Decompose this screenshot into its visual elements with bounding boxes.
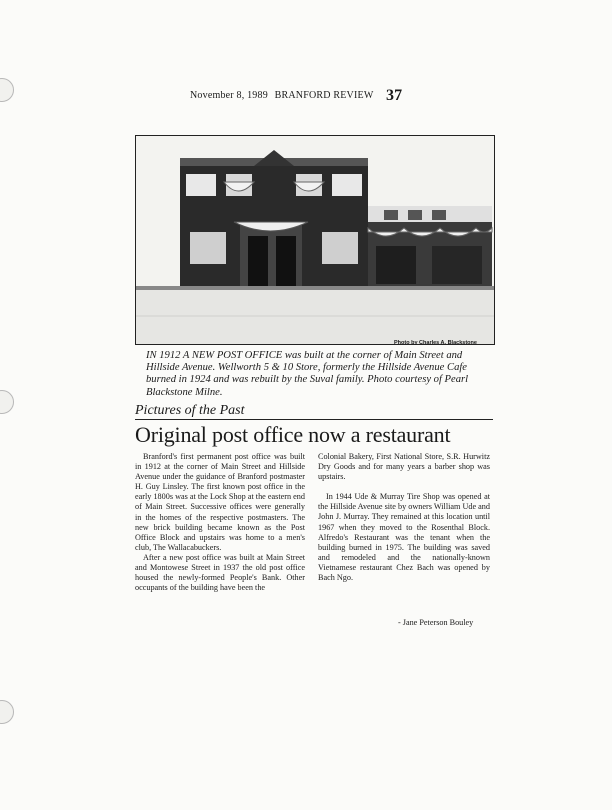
- building-photo-illustration: [136, 136, 494, 344]
- section-kicker: Pictures of the Past: [135, 403, 245, 418]
- historic-photo: [135, 135, 495, 345]
- post-office-building: [180, 150, 368, 286]
- article-right-column: [318, 452, 490, 583]
- article-paragraph: After a new post office was built at Main Street and Montowese Street in 1937 the old post office housed the newly-formed People's Bank. Other occupants of the building have been the: [135, 552, 305, 593]
- article-paragraph: Branford's first permanent post office was built in 1912 at the corner of Main Street and Hillside Avenue under the guidance of Branford postmaster H. Guy Linsley. The first known post office in the early 1800s was at the Lock Shop at the eastern end of Main Street. Successive offices were generally in the homes of the respective postmasters. The new brick building became known as the Post Office Block and upstairs was home to a men's club, The Wallacabuckers.: [135, 452, 305, 552]
- binder-hole: [0, 700, 14, 724]
- article-byline: - Jane Peterson Bouley: [398, 618, 474, 627]
- binder-hole: [0, 390, 14, 414]
- page-number: 37: [385, 87, 403, 104]
- page-header: [190, 87, 402, 105]
- article-left-column: [135, 452, 305, 593]
- photo-caption: IN 1912 A NEW POST OFFICE was built at the corner of Main Street and Hillside Avenue. Wellworth 5 & 10 Store, formerly the Hillside Avenue Cafe burned in 1924 and was rebuilt by the Suval family. Photo courtesy of Pearl Blackstone Milne.: [146, 350, 469, 398]
- header-publication: BRANFORD REVIEW: [274, 90, 374, 101]
- binder-hole: [0, 78, 14, 102]
- store-building: [368, 206, 492, 286]
- photo-credit: Photo by Charles A. Blackstone: [394, 340, 477, 346]
- header-date: November 8, 1989: [190, 90, 268, 101]
- kicker-rule: [135, 419, 493, 420]
- article-paragraph: In 1944 Ude & Murray Tire Shop was opened at the Hillside Avenue site by owners William Ude and John J. Murray. They remained at this location until 1967 when they moved to the Rosenthal Block. Alfredo's Restaurant was the tenant when the building burned in 1975. The building was saved and remodeled and the nationally-known Vietnamese restaurant Chez Bach was opened by Bach Ngo.: [318, 492, 490, 583]
- article-headline: Original post office now a restaurant: [135, 422, 451, 447]
- article-paragraph: Colonial Bakery, First National Store, S.R. Hurwitz Dry Goods and for many years a barber shop was upstairs.: [318, 452, 490, 482]
